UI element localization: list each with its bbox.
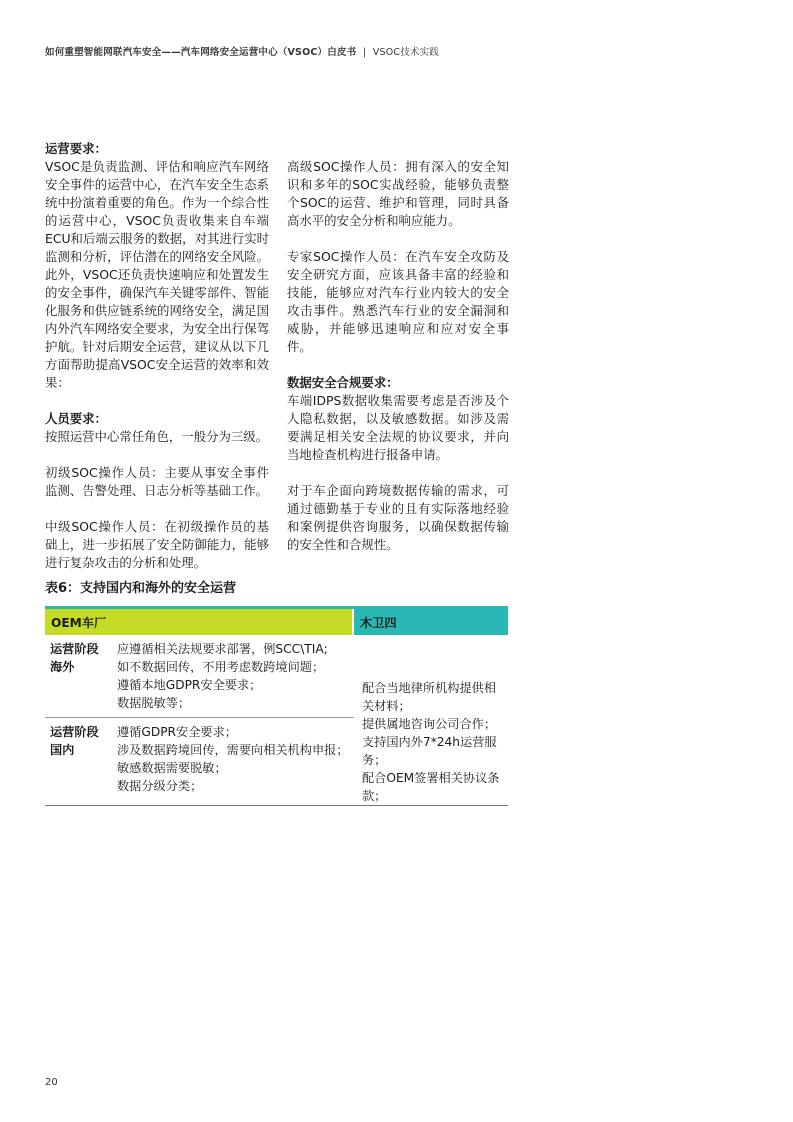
operations-table bbox=[45, 606, 508, 806]
page-number: 20 bbox=[45, 1077, 58, 1088]
stage-label: 运营阶段 bbox=[50, 642, 99, 656]
data-compliance-heading: 数据安全合规要求： bbox=[287, 375, 399, 390]
list-item: 数据分级分类； bbox=[117, 779, 203, 793]
header-separator: | bbox=[362, 47, 367, 58]
middle-paragraph: 中级SOC操作人员：在初级操作员的基础上，进一步拓展了安全防御能力，能够进行复杂攻击的分析和处理。 bbox=[45, 519, 269, 570]
list-item: 遵循GDPR安全要求； bbox=[117, 725, 237, 739]
expert-paragraph: 专家SOC操作人员：在汽车安全攻防及安全研究方面，应该具备丰富的经验和技能，能够应对汽车行业内较大的安全攻击事件。熟悉汽车行业的安全漏洞和威胁，并能够迅速响应和应对安全事件。 bbox=[287, 249, 509, 354]
table-header-muweisi: 木卫四 bbox=[354, 609, 508, 635]
list-item: 提供属地咨询公司合作； bbox=[362, 717, 497, 731]
list-item: 遵循本地GDPR安全要求； bbox=[117, 678, 262, 692]
stage-label: 运营阶段 bbox=[50, 725, 99, 739]
page-header bbox=[45, 44, 745, 58]
stage-cell-overseas bbox=[45, 640, 111, 712]
list-item: 配合OEM签署相关协议条款； bbox=[362, 771, 500, 803]
table-header-row bbox=[45, 606, 508, 635]
oem-rows bbox=[45, 635, 354, 805]
header-section: VSOC技术实践 bbox=[372, 47, 440, 58]
oem-items-domestic bbox=[111, 723, 354, 795]
table-body bbox=[45, 635, 508, 806]
senior-paragraph: 高级SOC操作人员：拥有深入的安全知识和多年的SOC实战经验，能够负责整个SOC的运营、维护和管理，同时具备高水平的安全分析和响应能力。 bbox=[287, 159, 509, 228]
table-header-oem: OEM车厂 bbox=[45, 609, 354, 635]
stage-cell-domestic bbox=[45, 723, 111, 795]
table-row bbox=[45, 635, 354, 717]
right-column bbox=[287, 158, 509, 572]
staff-paragraph: 按照运营中心常任角色，一般分为三级。 bbox=[45, 429, 269, 444]
list-item: 数据脱敏等； bbox=[117, 696, 191, 710]
list-item: 涉及数据跨境回传，需要向相关机构申报； bbox=[117, 743, 349, 757]
header-title: 如何重塑智能网联汽车安全——汽车网络安全运营中心（VSOC）白皮书 bbox=[45, 47, 357, 58]
data-compliance-paragraph: 车端IDPS数据收集需要考虑是否涉及个人隐私数据，以及敏感数据。如涉及需要满足相关安全法规的协议要求，并向当地检查机构进行报备申请。 bbox=[287, 393, 509, 462]
left-column bbox=[45, 140, 269, 590]
list-item: 支持国内外7*24h运营服务； bbox=[362, 735, 497, 767]
list-item: 敏感数据需要脱敏； bbox=[117, 761, 227, 775]
ops-heading: 运营要求： bbox=[45, 141, 107, 156]
cross-border-paragraph: 对于车企面向跨境数据传输的需求，可通过德勤基于专业的且有实际落地经验和案例提供咨询服务，以确保数据传输的安全性和合规性。 bbox=[287, 483, 509, 552]
muweisi-cell bbox=[354, 635, 508, 805]
list-item: 应遵循相关法规要求部署，例SCC\TIA; bbox=[117, 642, 328, 656]
ops-paragraph: VSOC是负责监测、评估和响应汽车网络安全事件的运营中心，在汽车安全生态系统中扮演着重要的角色。作为一个综合性的运营中心，VSOC负责收集来自车端ECU和后端云服务的数据，对其进行实时监测和分析，评估潜在的网络安全风险。此外，VSOC还负责快速响应和处置发生的安全事件，确保汽车关键零部件、智能化服务和供应链系统的网络安全，满足国内外汽车网络安全要求，为安全出行保驾护航。针对后期安全运营，建议从以下几方面帮助提高VSOC安全运营的效率和效果： bbox=[45, 159, 269, 390]
staff-heading: 人员要求： bbox=[45, 411, 107, 426]
stage-region: 国内 bbox=[50, 743, 75, 757]
oem-items-overseas bbox=[111, 640, 354, 712]
table-title: 表6：支持国内和海外的安全运营 bbox=[45, 581, 237, 596]
stage-region: 海外 bbox=[50, 660, 75, 674]
list-item: 如不数据回传，不用考虑数跨境问题； bbox=[117, 660, 325, 674]
junior-paragraph: 初级SOC操作人员：主要从事安全事件监测、告警处理、日志分析等基础工作。 bbox=[45, 465, 269, 498]
list-item: 配合当地律所机构提供相关材料； bbox=[362, 681, 497, 713]
table-row bbox=[45, 717, 354, 800]
